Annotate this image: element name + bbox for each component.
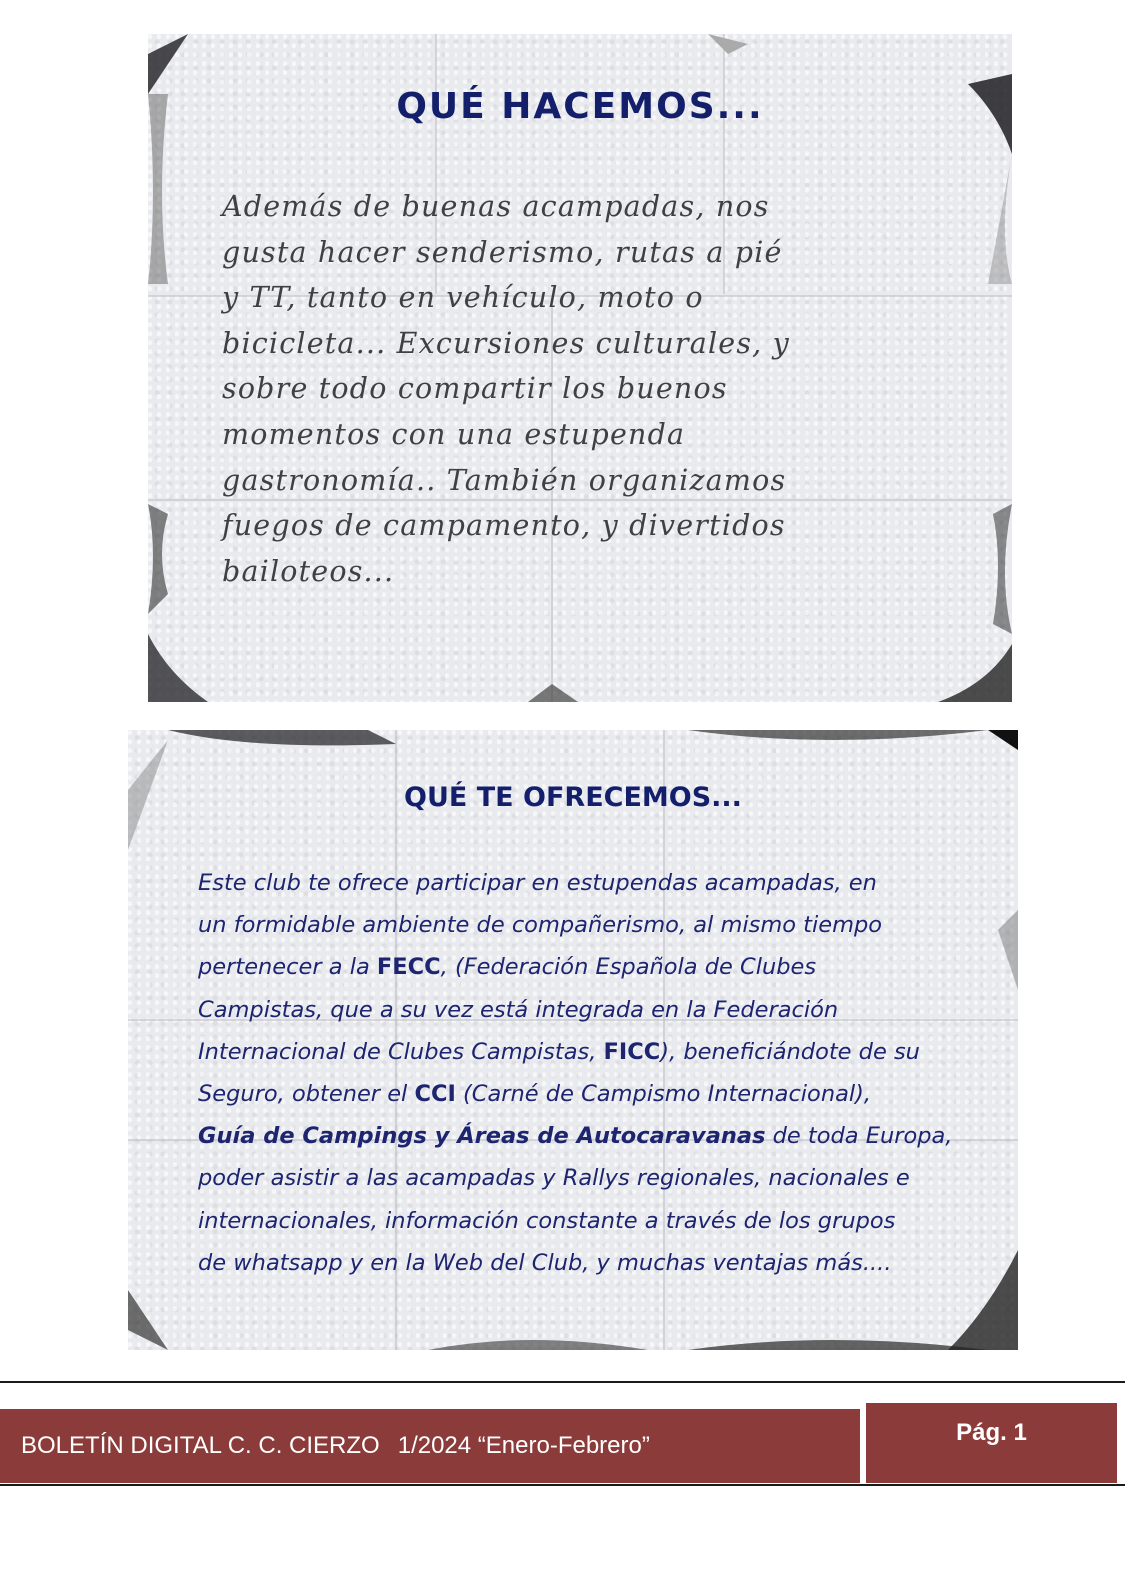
what-we-offer-text: [198, 862, 988, 1284]
what-we-offer-title: QUÉ TE OFRECEMOS...: [404, 782, 742, 813]
text-run: Internacional de Clubes Campistas,: [198, 1038, 604, 1065]
text-line: poder asistir a las acampadas y Rallys regionales, nacionales e: [198, 1165, 910, 1192]
what-we-do-text: [222, 184, 982, 594]
text-line: y TT, tanto en vehículo, moto o: [222, 281, 704, 315]
text-line: Este club te ofrece participar en estupendas acampadas, en: [198, 870, 877, 896]
text-line: momentos con una estupenda: [222, 417, 686, 451]
bulletin-name: BOLETÍN DIGITAL C. C. CIERZO: [21, 1432, 380, 1459]
text-line: un formidable ambiente de compañerismo, al mismo tiempo: [198, 912, 883, 939]
text-run: , (Federación Española de Clubes: [440, 954, 817, 981]
text-line: gusta hacer senderismo, rutas a pié: [222, 235, 783, 269]
text-line: internacionales, información constante a través de los grupos: [198, 1207, 896, 1234]
text-line: bicicleta... Excursiones culturales, y: [222, 326, 790, 360]
text-run: Seguro, obtener el: [198, 1081, 415, 1108]
text-run: de toda Europa,: [765, 1123, 953, 1150]
what-we-do-panel: [148, 34, 1012, 702]
what-we-do-title: QUÉ HACEMOS...: [396, 86, 764, 127]
text-line: de whatsapp y en la Web del Club, y muchas ventajas más....: [198, 1249, 892, 1276]
footer-top-rule: [0, 1381, 1125, 1383]
cci-acronym: CCI: [414, 1081, 456, 1108]
text-run: ), beneficiándote de su: [660, 1038, 920, 1065]
fecc-acronym: FECC: [376, 954, 441, 981]
footer-bulletin-bar: [0, 1409, 860, 1483]
campings-guide-highlight: Guía de Campings y Áreas de Autocaravanas: [198, 1123, 766, 1150]
bulletin-issue: 1/2024 “Enero-Febrero”: [397, 1432, 650, 1459]
text-line: [198, 946, 988, 988]
text-line: Campistas, que a su vez está integrada en la Federación: [198, 996, 839, 1023]
text-line: [198, 1073, 988, 1115]
text-line: fuegos de campamento, y divertidos: [222, 509, 786, 543]
text-line: [198, 1115, 988, 1157]
text-line: gastronomía.. También organizamos: [222, 463, 787, 497]
text-line: bailoteos...: [222, 554, 395, 588]
what-we-offer-panel: [128, 730, 1018, 1350]
text-line: sobre todo compartir los buenos: [222, 372, 728, 406]
footer-bottom-rule: [0, 1484, 1125, 1486]
text-line: Además de buenas acampadas, nos: [222, 190, 770, 223]
ficc-acronym: FICC: [603, 1038, 661, 1065]
page-number: Pág. 1: [866, 1403, 1117, 1483]
text-run: pertenecer a la: [198, 954, 377, 981]
text-line: [198, 1031, 988, 1073]
text-run: (Carné de Campismo Internacional),: [455, 1081, 872, 1108]
